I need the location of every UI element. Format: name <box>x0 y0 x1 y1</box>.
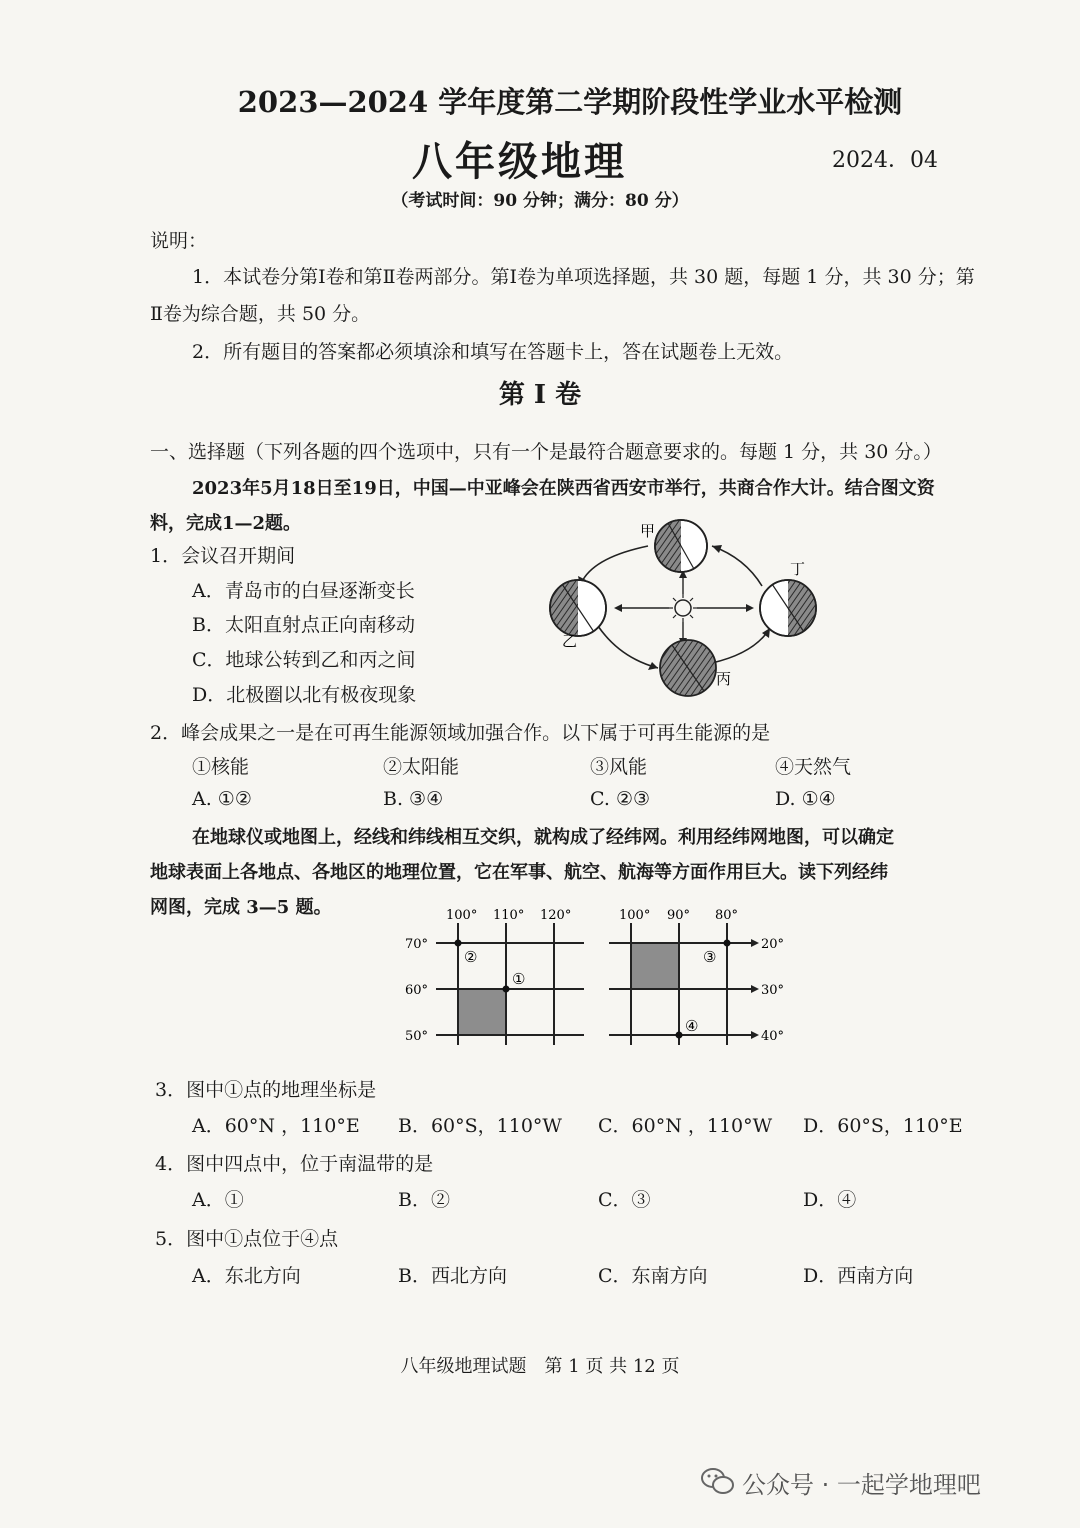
earth-yi <box>550 580 606 636</box>
right-lon-90: 90° <box>667 908 691 923</box>
q5-option-a: A．东北方向 <box>192 1265 301 1287</box>
intro2-line1: 在地球仪或地图上，经线和纬线相互交织，就构成了经纬网。利用经纬网地图，可以确定 <box>192 827 894 848</box>
right-lat-30: 30° <box>761 983 785 998</box>
exam-date: 2024．04 <box>832 148 938 173</box>
q4-option-b: B．② <box>398 1189 450 1211</box>
subject-title: 八年级地理 <box>412 138 627 185</box>
q3-option-c: C．60°N ，110°W <box>598 1115 773 1137</box>
q5-stem: 5．图中①点位于④点 <box>155 1228 339 1250</box>
q3-option-b: B．60°S，110°W <box>398 1115 562 1137</box>
label-ding: 丁 <box>790 560 806 578</box>
label-bing: 丙 <box>716 670 732 688</box>
q1-stem: 1．会议召开期间 <box>150 545 296 567</box>
point-2-label: ② <box>464 948 478 966</box>
intro2-line2: 地球表面上各地点、各地区的地理位置，它在军事、航空、航海等方面作用巨大。读下列经纬 <box>150 862 888 883</box>
section-title: 第 Ⅰ 卷 <box>498 380 582 410</box>
point-3-label: ③ <box>703 948 717 966</box>
q2-item-3: ③风能 <box>590 756 648 778</box>
intro1-line1: 2023年5月18日至19日，中国—中亚峰会在陕西省西安市举行，共商合作大计。结合图文资 <box>192 478 935 499</box>
right-lat-40: 40° <box>761 1029 785 1044</box>
right-lon-80: 80° <box>715 908 739 923</box>
page-footer: 八年级地理试题 第 1 页 共 12 页 <box>400 1356 680 1377</box>
label-yi: 乙 <box>562 632 578 650</box>
intro2-line3: 网图，完成 3—5 题。 <box>150 897 332 918</box>
q2-item-4: ④天然气 <box>775 756 852 778</box>
q2-option-c: C. ②③ <box>590 788 651 810</box>
q2-item-1: ①核能 <box>192 756 250 778</box>
q3-option-a: A．60°N ，110°E <box>192 1115 360 1137</box>
wechat-icon <box>700 1466 736 1496</box>
q5-option-c: C．东南方向 <box>598 1265 708 1287</box>
lat-lon-grid-left <box>400 905 600 1045</box>
point-1-label: ① <box>512 970 526 988</box>
q4-option-d: D．④ <box>803 1189 857 1211</box>
right-lon-100: 100° <box>619 908 651 923</box>
instruction-2: 2．所有题目的答案都必须填涂和填写在答题卡上，答在试题卷上无效。 <box>192 341 794 363</box>
earth-orbit-diagram <box>540 518 830 698</box>
q2-option-d: D. ①④ <box>775 788 836 810</box>
point-4-label: ④ <box>685 1017 699 1035</box>
earth-ding <box>760 580 816 636</box>
q5-option-d: D．西南方向 <box>803 1265 914 1287</box>
q1-option-a: A．青岛市的白昼逐渐变长 <box>192 580 415 602</box>
left-lat-70: 70° <box>405 937 429 952</box>
q1-option-d: D．北极圈以北有极夜现象 <box>192 684 417 706</box>
q2-option-b: B. ③④ <box>383 788 444 810</box>
exam-title: 2023—2024 学年度第二学期阶段性学业水平检测 <box>237 85 903 119</box>
label-jia: 甲 <box>640 522 656 540</box>
lat-lon-grid-right <box>605 905 795 1045</box>
q4-option-c: C．③ <box>598 1189 651 1211</box>
right-lat-20: 20° <box>761 937 785 952</box>
left-lon-120: 120° <box>540 908 572 923</box>
intro1-line2: 料，完成1—2题。 <box>150 513 302 534</box>
q2-option-a: A. ①② <box>192 788 252 810</box>
exam-info: （考试时间：90 分钟；满分：80 分） <box>391 191 689 211</box>
instruction-1-cont: Ⅱ卷为综合题，共 50 分。 <box>150 303 371 325</box>
left-lon-110: 110° <box>493 908 525 923</box>
left-lat-50: 50° <box>405 1029 429 1044</box>
q4-option-a: A．① <box>192 1189 244 1211</box>
left-lon-100: 100° <box>446 908 478 923</box>
instruction-1: 1．本试卷分第Ⅰ卷和第Ⅱ卷两部分。第Ⅰ卷为单项选择题，共 30 题，每题 1 分，共 30 分；第 <box>192 266 975 288</box>
q3-option-d: D．60°S，110°E <box>803 1115 963 1137</box>
earth-bing <box>660 640 716 696</box>
q4-stem: 4．图中四点中，位于南温带的是 <box>155 1153 434 1175</box>
q2-item-2: ②太阳能 <box>383 756 460 778</box>
watermark-text: 公众号 · 一起学地理吧 <box>742 1471 981 1499</box>
q2-stem: 2．峰会成果之一是在可再生能源领域加强合作。以下属于可再生能源的是 <box>150 722 771 744</box>
left-lat-60: 60° <box>405 983 429 998</box>
q3-stem: 3．图中①点的地理坐标是 <box>155 1079 377 1101</box>
section-heading: 一、选择题（下列各题的四个选项中，只有一个是最符合题意要求的。每题 1 分，共 30 分。） <box>150 441 942 463</box>
instructions-label: 说明： <box>150 230 208 252</box>
q1-option-b: B．太阳直射点正向南移动 <box>192 614 415 636</box>
q1-option-c: C．地球公转到乙和丙之间 <box>192 649 416 671</box>
q5-option-b: B．西北方向 <box>398 1265 507 1287</box>
earth-jia <box>655 520 707 572</box>
